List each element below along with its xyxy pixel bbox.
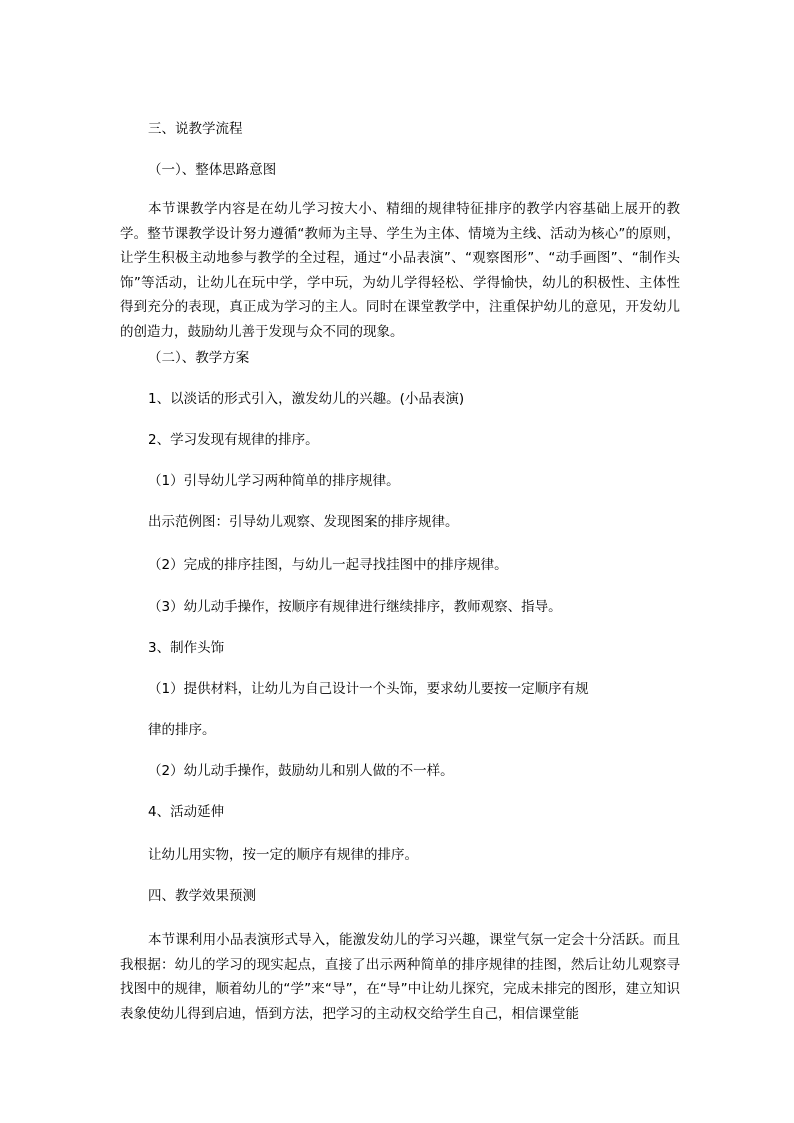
list-item-2-3: （3）幼儿动手操作，按顺序有规律进行继续排序，教师观察、指导。 [148,599,562,615]
paragraph-overall-intent: 本节课教学内容是在幼儿学习按大小、精细的规律特征排序的教学内容基础上展开的教学。整节课教学设计努力遵循“教师为主导、学生为主体、情境为主线、活动为核心”的原则，让学生积极主动地参与教学的全过程，通过“小品表演”、“观察图形”、“动手画图”、“制作头饰”等活动，让幼儿在玩中学，学中玩，为幼儿学得轻松、学得愉快，幼儿的积极性、主体性得到充分的表现，真正成为学习的主人。同时在课堂教学中，注重保护幼儿的意见，开发幼儿的创造力，鼓励幼儿善于发现与众不同的现象。 [120,201,680,340]
subsection-heading-1: （一）、整体思路意图 [148,162,277,178]
list-item-3-1: （1）提供材料，让幼儿为自己设计一个头饰，要求幼儿要按一定顺序有规 [148,681,589,697]
section-heading-4: 四、教学效果预测 [148,888,256,904]
paragraph-effect-prediction: 本节课利用小品表演形式导入，能激发幼儿的学习兴趣，课堂气氛一定会十分活跃。而且我根据：幼儿的学习的现实起点，直接了出示两种简单的排序规律的挂图，然后让幼儿观察寻找图中的规律，顺着幼儿的“学”来“导”，在“导”中让幼儿探究，完成未排完的图形，建立知识表象使幼儿得到启迪，悟到方法，把学习的主动权交给学生自己，相信课堂能 [120,932,680,1022]
list-item-2-2: （2）完成的排序挂图，与幼儿一起寻找挂图中的排序规律。 [148,557,508,573]
list-item-2-1: （1）引导幼儿学习两种简单的排序规律。 [148,473,400,489]
list-item-2: 2、学习发现有规律的排序。 [148,432,319,448]
list-item-4: 4、活动延伸 [148,804,225,820]
list-item-1: 1、以淡话的形式引入，激发幼儿的兴趣。(小品表演) [148,391,465,407]
list-item-3-1-continued: 律的排序。 [148,722,216,738]
subsection-heading-2: （二）、教学方案 [148,350,250,366]
list-item-3-2: （2）幼儿动手操作，鼓励幼儿和别人做的不一样。 [148,763,454,779]
list-item-3: 3、制作头饰 [148,640,225,656]
section-heading-3: 三、说教学流程 [148,121,243,137]
list-item-2-note: 出示范例图：引导幼儿观察、发现图案的排序规律。 [148,514,459,530]
list-item-4-1: 让幼儿用实物，按一定的顺序有规律的排序。 [148,847,418,863]
